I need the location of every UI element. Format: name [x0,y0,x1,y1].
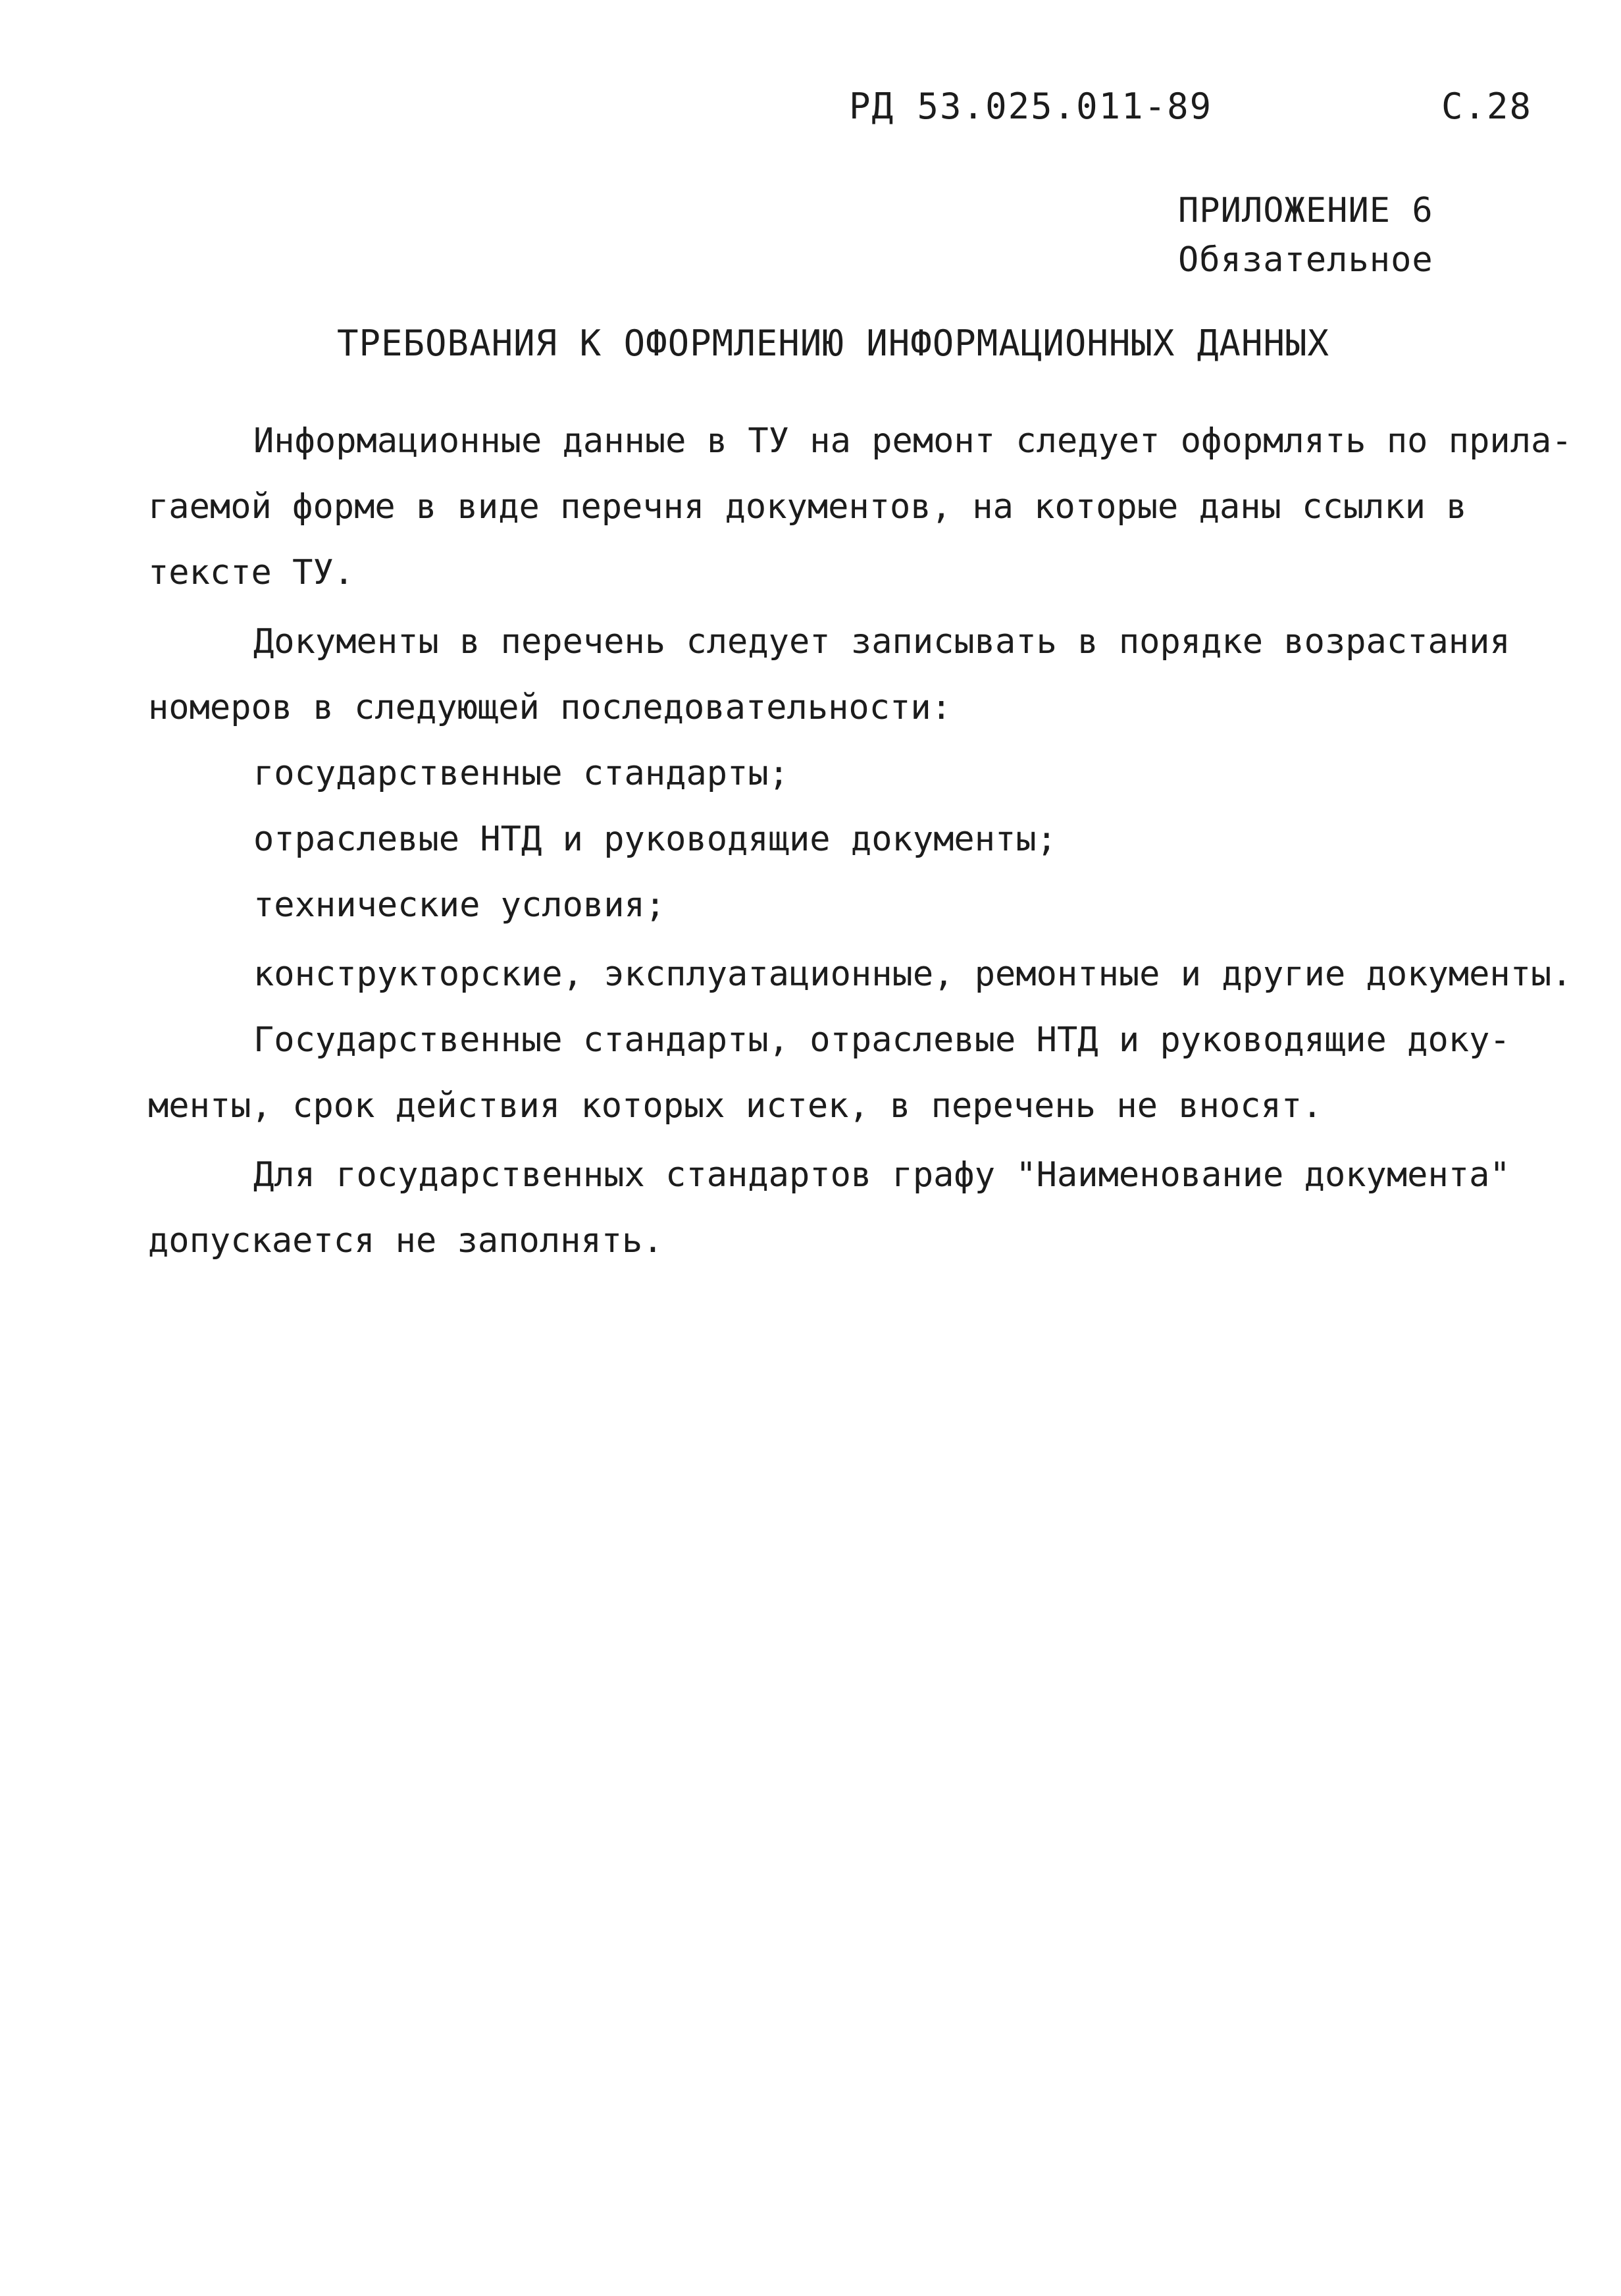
list-item: отраслевые НТД и руководящие документы; [253,820,1057,859]
paragraph-3-line-2: менты, срок действия которых истек, в перечень не вносят. [148,1086,1323,1126]
list-item: конструкторские, эксплуатационные, ремонтные и другие документы. [253,954,1572,994]
paragraph-1-line-2: гаемой форме в виде перечня документов, на которые даны ссылки в [148,487,1467,527]
document-code: РД 53.025.011-89 [849,86,1213,127]
appendix-status: Обязательное [1178,240,1433,280]
paragraph-1-line-3: тексте ТУ. [148,553,355,592]
paragraph-1-line-1: Информационные данные в ТУ на ремонт следует оформлять по прила- [253,421,1572,461]
paragraph-4-line-1: Для государственных стандартов графу "Наименование документа" [253,1155,1510,1195]
page-number: С.28 [1441,86,1533,127]
paragraph-2-line-1: Документы в перечень следует записывать в порядке возрастания [253,622,1510,662]
list-item: технические условия; [253,885,666,925]
paragraph-3-line-1: Государственные стандарты, отраслевые НТД и руководящие доку- [253,1020,1510,1060]
appendix-label: ПРИЛОЖЕНИЕ 6 [1178,191,1433,230]
paragraph-4-line-2: допускается не заполнять. [148,1221,663,1261]
document-title: ТРЕБОВАНИЯ К ОФОРМЛЕНИЮ ИНФОРМАЦИОННЫХ ДАННЫХ [337,323,1329,364]
list-item: государственные стандарты; [253,754,789,793]
paragraph-2-line-2: номеров в следующей последовательности: [148,688,952,727]
